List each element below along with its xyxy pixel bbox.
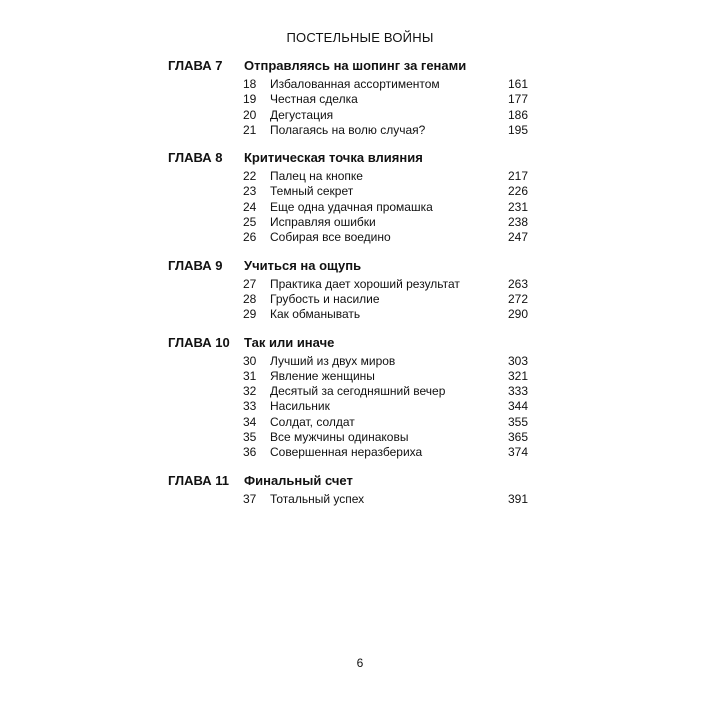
entry-page-number: 355 [507, 414, 528, 429]
toc-entry [168, 307, 528, 322]
entry-page-number: 272 [507, 291, 528, 306]
chapter-title: Финальный счет [244, 472, 353, 488]
entry-number: 25 [243, 215, 257, 230]
chapter-title: Отправляясь на шопинг за генами [244, 58, 467, 73]
toc-entry [168, 200, 528, 215]
entry-number: 35 [243, 430, 257, 445]
chapter-label: ГЛАВА 8 [168, 150, 223, 166]
toc-entry [168, 230, 528, 245]
toc-entry [168, 215, 528, 230]
entry-title: Грубость и насилие [270, 291, 380, 306]
entry-page-number: 247 [507, 230, 528, 245]
chapter-block [168, 58, 528, 138]
entry-number: 26 [243, 230, 257, 245]
entry-title: Солдат, солдат [270, 414, 355, 429]
entry-title: Совершенная неразбериха [270, 445, 423, 460]
entry-title: Практика дает хороший результат [270, 276, 460, 291]
entry-page-number: 303 [507, 353, 528, 368]
entry-title: Еще одна удачная промашка [270, 199, 433, 214]
entry-title: Исправляя ошибки [270, 215, 376, 230]
page-number: 6 [356, 656, 364, 670]
entry-number: 20 [243, 107, 257, 122]
entry-number: 29 [243, 307, 257, 322]
entry-title: Честная сделка [270, 92, 358, 107]
entry-number: 28 [243, 291, 257, 306]
entry-title: Явление женщины [270, 368, 375, 383]
chapter-title: Критическая точка влияния [244, 150, 423, 166]
toc-entry [168, 292, 528, 307]
entry-title: Как обманывать [270, 307, 361, 322]
toc-entry [168, 384, 528, 399]
toc-entry [168, 399, 528, 414]
toc-entry [168, 108, 528, 123]
entry-page-number: 290 [507, 307, 528, 322]
toc-entry [168, 354, 528, 369]
entry-page-number: 374 [507, 445, 528, 460]
entry-title: Полагаясь на волю случая? [270, 122, 426, 137]
entry-number: 18 [243, 77, 257, 91]
chapter-block [168, 473, 528, 507]
toc-entry [168, 169, 528, 184]
toc-entry [168, 492, 528, 507]
entry-page-number: 238 [507, 215, 528, 230]
entry-title: Насильник [270, 399, 330, 414]
entry-number: 37 [243, 491, 257, 506]
chapter-block [168, 335, 528, 461]
chapter-heading [168, 58, 528, 77]
toc-entry [168, 92, 528, 107]
entry-number: 32 [243, 384, 257, 399]
entry-page-number: 321 [507, 368, 528, 383]
toc-entry [168, 123, 528, 138]
chapter-title: Учиться на ощупь [244, 257, 362, 273]
entry-number: 31 [243, 368, 257, 383]
entry-page-number: 365 [507, 430, 528, 445]
chapter-heading [168, 335, 528, 354]
toc-entry [168, 445, 528, 460]
toc-entry [168, 430, 528, 445]
toc-entry [168, 184, 528, 199]
table-of-contents [168, 58, 528, 519]
entry-number: 22 [243, 169, 257, 184]
chapter-heading [168, 258, 528, 277]
entry-page-number: 231 [507, 199, 528, 214]
entry-title: Дегустация [270, 107, 334, 122]
toc-entry [168, 77, 528, 92]
entry-title: Все мужчины одинаковы [270, 430, 409, 445]
chapter-label: ГЛАВА 10 [168, 334, 230, 350]
entry-number: 19 [243, 92, 257, 107]
entry-title: Собирая все воедино [270, 230, 391, 245]
entry-title: Тотальный успех [270, 491, 365, 506]
entry-number: 34 [243, 414, 257, 429]
entry-title: Десятый за сегодняшний вечер [270, 384, 446, 399]
entry-page-number: 161 [507, 77, 528, 91]
entry-page-number: 177 [507, 92, 528, 107]
entry-number: 21 [243, 122, 257, 137]
entry-page-number: 226 [507, 184, 528, 199]
entry-page-number: 333 [507, 384, 528, 399]
running-head-title: ПОСТЕЛЬНЫЕ ВОЙНЫ [286, 30, 434, 45]
entry-page-number: 195 [507, 122, 528, 137]
toc-entry [168, 369, 528, 384]
toc-entry [168, 277, 528, 292]
entry-number: 30 [243, 353, 257, 368]
entry-title: Избалованная ассортиментом [270, 77, 440, 91]
entry-number: 23 [243, 184, 257, 199]
chapter-heading [168, 150, 528, 169]
toc-entry [168, 415, 528, 430]
entry-page-number: 391 [507, 491, 528, 506]
chapter-label: ГЛАВА 9 [168, 257, 223, 273]
entry-title: Палец на кнопке [270, 169, 363, 184]
chapter-label: ГЛАВА 11 [168, 472, 230, 488]
chapter-title: Так или иначе [244, 334, 335, 350]
entry-title: Темный секрет [270, 184, 354, 199]
entry-number: 27 [243, 276, 257, 291]
chapter-block [168, 150, 528, 245]
entry-number: 33 [243, 399, 257, 414]
entry-number: 24 [243, 199, 257, 214]
entry-title: Лучший из двух миров [270, 353, 396, 368]
entry-page-number: 344 [507, 399, 528, 414]
entry-page-number: 263 [507, 276, 528, 291]
entry-page-number: 217 [507, 169, 528, 184]
chapter-block [168, 258, 528, 323]
entry-page-number: 186 [507, 107, 528, 122]
chapter-label: ГЛАВА 7 [168, 58, 223, 73]
entry-number: 36 [243, 445, 257, 460]
chapter-heading [168, 473, 528, 492]
